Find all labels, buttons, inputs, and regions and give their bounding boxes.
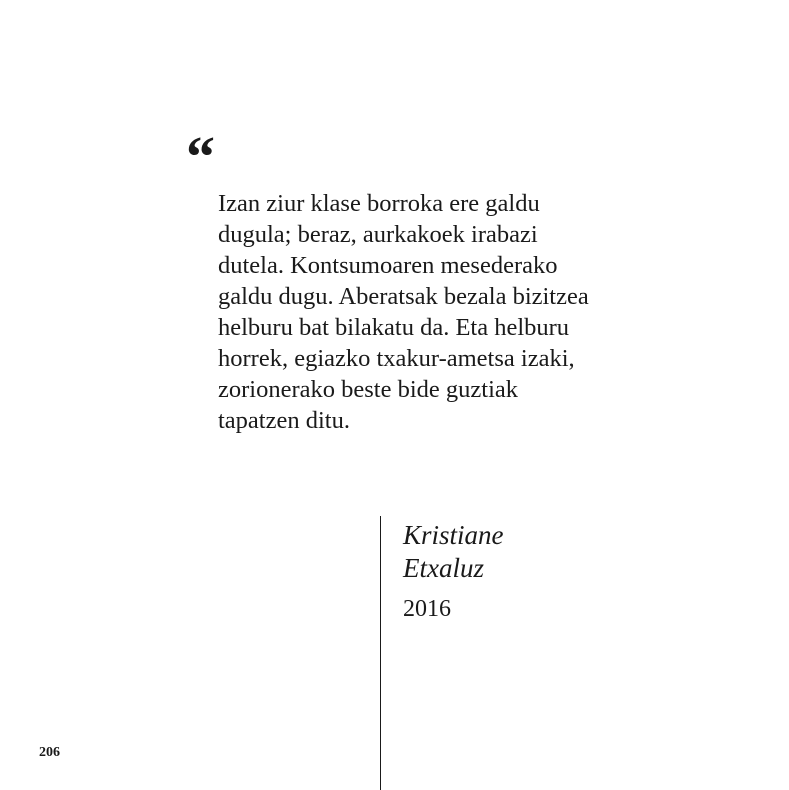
quote-line: Izan ziur klase borroka ere galdu	[218, 190, 540, 217]
author-last-name: Etxaluz	[403, 553, 484, 583]
author-name	[403, 519, 504, 585]
quote-mark: “	[186, 124, 215, 189]
quote-line: horrek, egiazko txakur-ametsa izaki,	[218, 345, 575, 372]
quote-line: dutela. Kontsumoaren mesederako	[218, 252, 558, 279]
quote-text	[218, 188, 658, 436]
author-first-name: Kristiane	[403, 520, 504, 550]
quote-line: galdu dugu. Aberatsak bezala bizitzea	[218, 283, 589, 310]
quote-line: helburu bat bilakatu da. Eta helburu	[218, 314, 570, 341]
quote-line: tapatzen ditu.	[218, 407, 350, 434]
quote-year: 2016	[403, 596, 451, 622]
page-number: 206	[39, 745, 60, 760]
quote-line: dugula; beraz, aurkakoek irabazi	[218, 221, 538, 248]
quote-line: zorionerako beste bide guztiak	[218, 376, 519, 403]
attribution-divider	[380, 516, 381, 790]
